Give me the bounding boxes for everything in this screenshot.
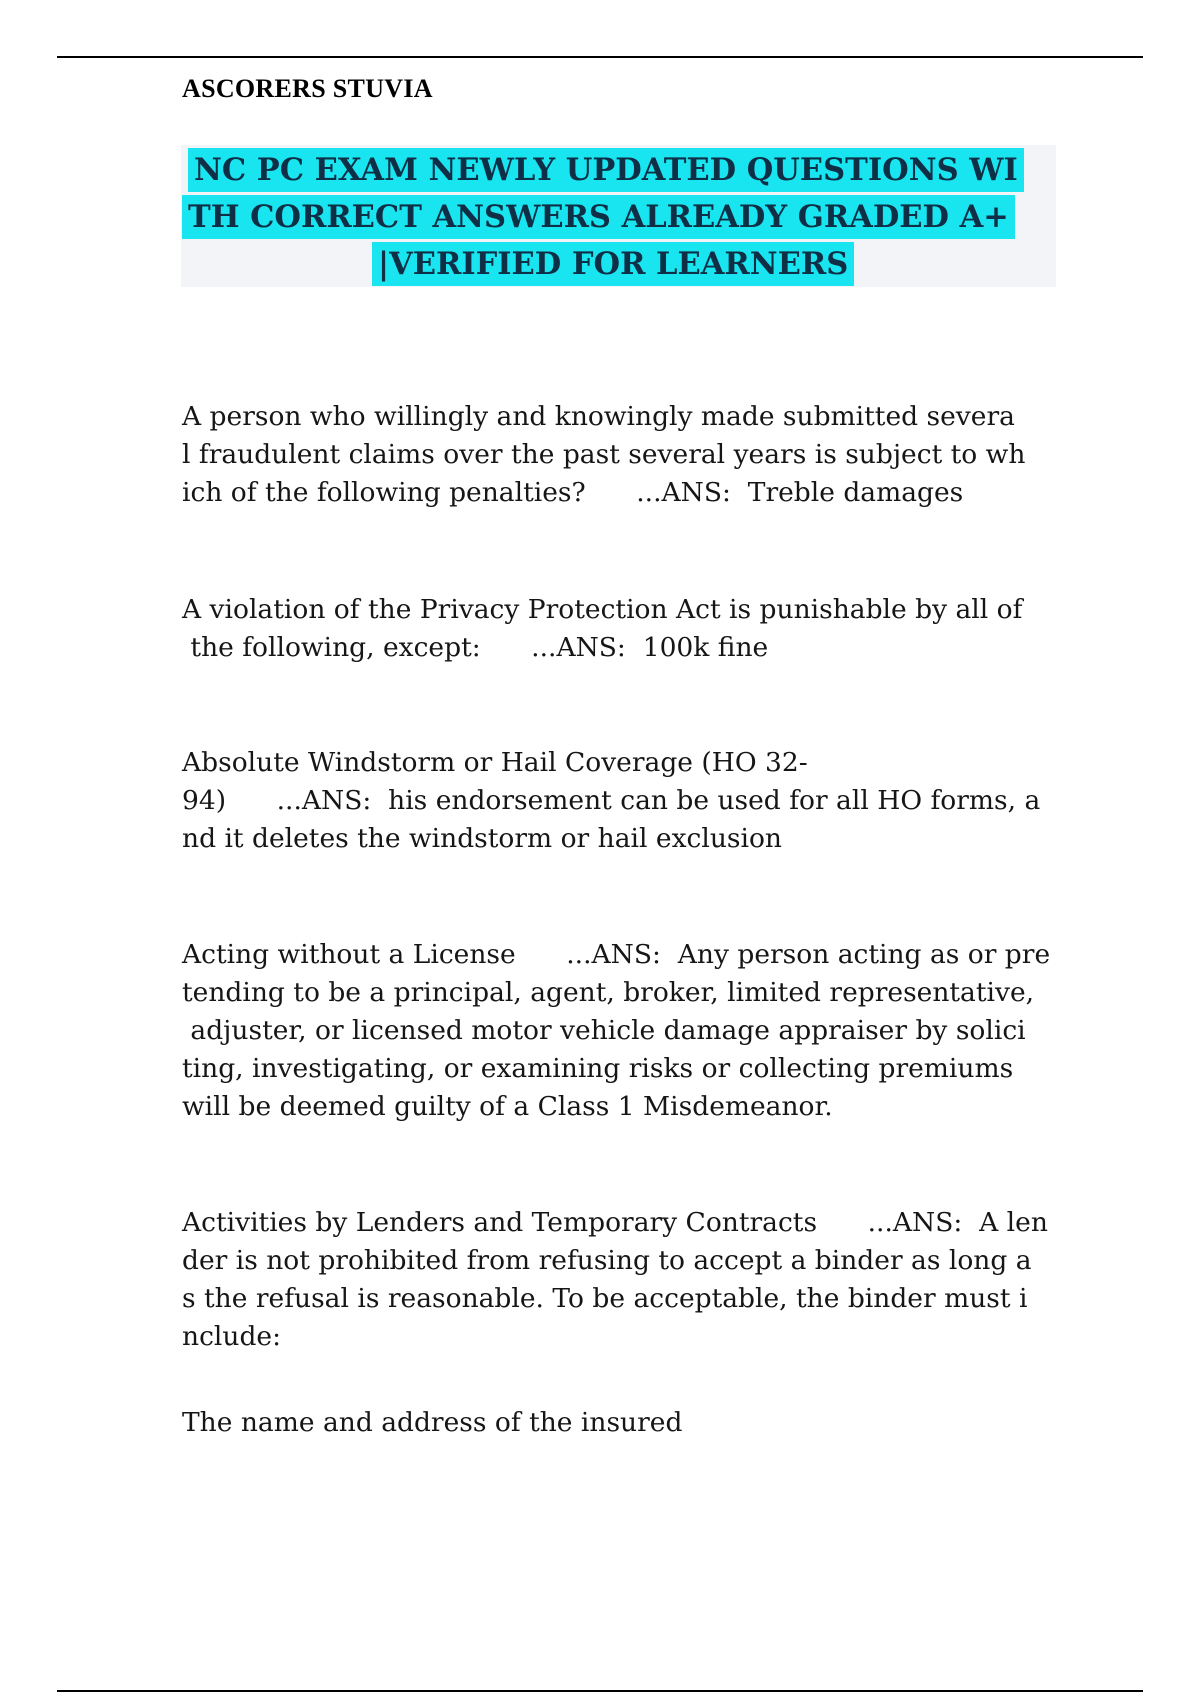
qa-entry-line: Absolute Windstorm or Hail Coverage (HO 32- (182, 747, 808, 778)
qa-entry-line: ich of the following penalties? ...ANS: Treble damages (182, 477, 964, 508)
qa-entry-line: nd it deletes the windstorm or hail exclusion (182, 823, 782, 854)
qa-entry-line: nclude: (182, 1321, 282, 1352)
qa-entry-line: tending to be a principal, agent, broker, limited representative, (182, 977, 1035, 1008)
qa-entry-line: der is not prohibited from refusing to accept a binder as long a (182, 1245, 1032, 1276)
qa-entry-line: ting, investigating, or examining risks or collecting premiums (182, 1053, 1014, 1084)
bottom-divider (57, 1690, 1143, 1692)
top-divider (57, 56, 1143, 58)
qa-entry (182, 744, 1040, 858)
qa-entry-line: s the refusal is reasonable. To be acceptable, the binder must i (182, 1283, 1028, 1314)
qa-entry (182, 936, 1050, 1126)
qa-entry (182, 1204, 1048, 1356)
qa-entry-line: A person who willingly and knowingly made submitted severa (182, 401, 1015, 432)
qa-entry-line: Activities by Lenders and Temporary Contracts ...ANS: A len (182, 1207, 1048, 1238)
title-line-1: NC PC EXAM NEWLY UPDATED QUESTIONS WI (188, 148, 1024, 192)
header-label: ASCORERS STUVIA (182, 74, 433, 103)
answer-continuation: The name and address of the insured (182, 1406, 683, 1438)
qa-entry-line: l fraudulent claims over the past several years is subject to wh (182, 439, 1026, 470)
qa-entry-line: 94) ...ANS: his endorsement can be used for all HO forms, a (182, 785, 1041, 816)
title-line-2: TH CORRECT ANSWERS ALREADY GRADED A+ (182, 195, 1015, 239)
qa-entry (182, 398, 1025, 512)
qa-entry-line: adjuster, or licensed motor vehicle damage appraiser by solici (182, 1015, 1026, 1046)
qa-entry-line: A violation of the Privacy Protection Act is punishable by all of (182, 594, 1023, 625)
qa-entry-line: the following, except: ...ANS: 100k fine (182, 632, 769, 663)
qa-entry-line: will be deemed guilty of a Class 1 Misdemeanor. (182, 1091, 833, 1122)
qa-entry (182, 591, 1022, 667)
title-line-3: |VERIFIED FOR LEARNERS (372, 242, 854, 286)
qa-entry-line: Acting without a License ...ANS: Any person acting as or pre (182, 939, 1051, 970)
